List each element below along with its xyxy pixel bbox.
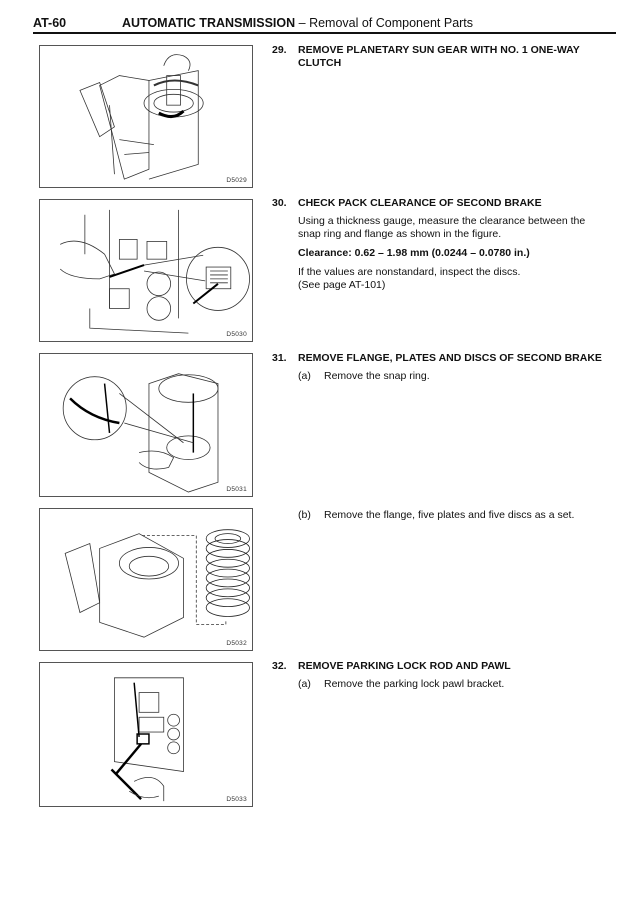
figure-id: D5032 [226, 640, 247, 647]
step-title [272, 660, 602, 673]
page-header [33, 14, 615, 32]
page-reference: (See page AT-101) [298, 279, 386, 291]
header-separator: – [295, 16, 310, 30]
step-31-b [272, 509, 602, 522]
plates-discs-illustration-icon [40, 509, 252, 650]
nonstandard-note: If the values are nonstandard, inspect the discs. [298, 266, 521, 278]
step-body [272, 215, 602, 292]
substep-a [298, 678, 602, 691]
step-title [272, 352, 602, 365]
substep-label: (a) [298, 370, 311, 382]
step-title [272, 44, 602, 70]
substep-a [298, 370, 602, 383]
substep-text: Remove the snap ring. [324, 370, 430, 382]
clearance-spec: Clearance: 0.62 – 1.98 mm (0.0244 – 0.0780 in.) [298, 247, 530, 259]
header-rule [33, 32, 616, 34]
figure-parking-lock [39, 662, 253, 807]
substep-label: (b) [298, 509, 311, 521]
substep-label: (a) [298, 678, 311, 690]
sun-gear-illustration-icon [40, 46, 252, 187]
step-body [272, 509, 602, 522]
instruction-text: Using a thickness gauge, measure the clearance between the snap ring and flange as shown in the figure. [298, 215, 586, 240]
substep-text: Remove the parking lock pawl bracket. [324, 678, 505, 690]
step-number: 31. [272, 352, 287, 364]
step-number: 32. [272, 660, 287, 672]
header-title [122, 16, 473, 30]
subsection-title: Removal of Component Parts [309, 16, 474, 30]
step-31 [272, 352, 602, 383]
figure-id: D5031 [226, 486, 247, 493]
figure-sun-gear [39, 45, 253, 188]
step-heading: REMOVE PARKING LOCK ROD AND PAWL [298, 660, 511, 672]
section-title: AUTOMATIC TRANSMISSION [122, 16, 296, 30]
figure-snap-ring [39, 353, 253, 497]
substep-text: Remove the flange, five plates and five discs as a set. [324, 509, 575, 521]
step-body [272, 678, 602, 691]
step-title [272, 197, 602, 210]
step-number: 30. [272, 197, 287, 209]
step-30 [272, 197, 602, 298]
page-number: AT-60 [33, 16, 67, 30]
step-heading: REMOVE FLANGE, PLATES AND DISCS OF SECOND BRAKE [298, 352, 602, 364]
step-number: 29. [272, 44, 287, 56]
step-29 [272, 44, 602, 70]
step-32 [272, 660, 602, 691]
step-heading: CHECK PACK CLEARANCE OF SECOND BRAKE [298, 197, 542, 209]
pack-clearance-illustration-icon [40, 200, 252, 341]
step-heading: REMOVE PLANETARY SUN GEAR WITH NO. 1 ONE-WAY CLUTCH [298, 44, 580, 69]
snap-ring-illustration-icon [40, 354, 252, 496]
figure-id: D5029 [226, 177, 247, 184]
figure-id: D5033 [226, 796, 247, 803]
substep-b [298, 509, 602, 522]
figure-id: D5030 [226, 331, 247, 338]
step-body [272, 370, 602, 383]
figure-flange-plates-discs [39, 508, 253, 651]
parking-lock-illustration-icon [40, 663, 252, 806]
figure-pack-clearance [39, 199, 253, 342]
